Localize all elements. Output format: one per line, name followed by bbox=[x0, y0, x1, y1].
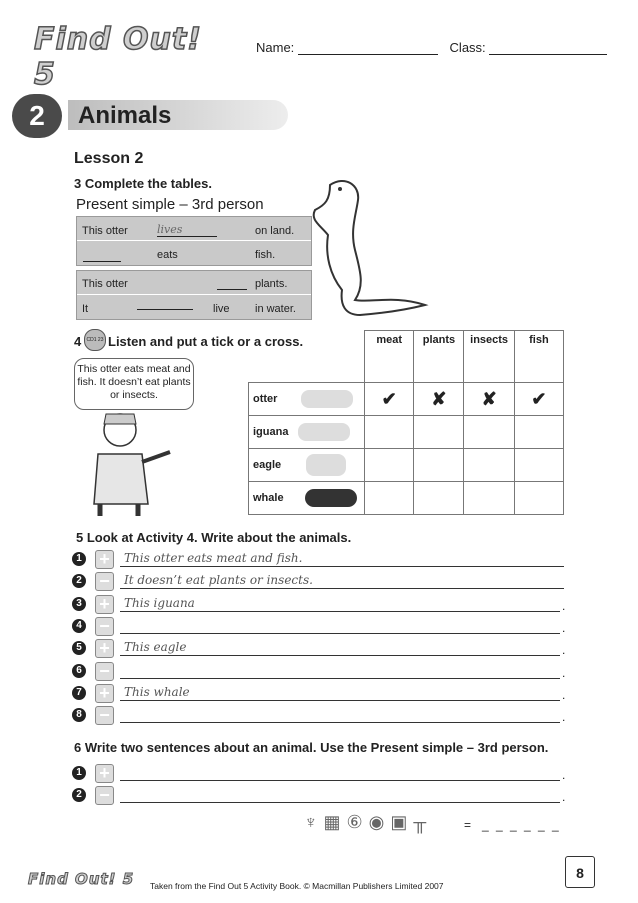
row-label-iguana: iguana bbox=[249, 416, 365, 449]
line-period: . bbox=[562, 598, 566, 613]
answer-text: This whale bbox=[124, 684, 190, 699]
iguana-fish-cell[interactable] bbox=[514, 416, 563, 449]
otter-insects-cell[interactable]: ✘ bbox=[464, 383, 514, 416]
iguana-plants-cell[interactable] bbox=[414, 416, 464, 449]
class-label: Class: bbox=[449, 40, 486, 55]
line-period: . bbox=[562, 768, 566, 782]
answer-text: This otter eats meat and fish. bbox=[124, 551, 303, 565]
answer-line[interactable] bbox=[120, 802, 560, 803]
line-period: . bbox=[562, 790, 566, 804]
footer-logo bbox=[28, 870, 134, 889]
plus-icon: + bbox=[95, 764, 114, 783]
otter-meat-cell[interactable]: ✔ bbox=[364, 383, 414, 416]
item-number: 6 bbox=[72, 664, 86, 678]
item-number: 7 bbox=[72, 686, 86, 700]
line-period: . bbox=[562, 710, 566, 725]
minus-icon: − bbox=[95, 706, 114, 725]
name-class-fields bbox=[256, 40, 607, 55]
table2-r2-c2: live bbox=[213, 303, 230, 315]
answer-line[interactable] bbox=[120, 566, 564, 567]
line-period: . bbox=[562, 620, 566, 635]
activity6-instruction: 6 Write two sentences about an animal. Use the Present simple – 3rd person. bbox=[74, 740, 549, 755]
plus-icon: + bbox=[95, 595, 114, 614]
whale-plants-cell[interactable] bbox=[414, 482, 464, 515]
table-row bbox=[249, 449, 564, 482]
desk-icon: ╥ bbox=[413, 812, 433, 832]
name-field[interactable] bbox=[298, 54, 438, 55]
item-number: 1 bbox=[72, 766, 86, 780]
col-header-insects: insects bbox=[464, 331, 514, 383]
footer-credit: Taken from the Find Out 5 Activity Book. © Macmillan Publishers Limited 2007 bbox=[150, 881, 444, 891]
logo-text: Find Out! 5 bbox=[34, 22, 202, 92]
table1-r2-c3: fish. bbox=[255, 249, 276, 261]
name-label: Name: bbox=[256, 40, 295, 55]
answer-line[interactable] bbox=[120, 633, 560, 634]
table1-r1-c1: This otter bbox=[82, 225, 128, 237]
cd-icon bbox=[84, 329, 106, 351]
line-period: . bbox=[562, 665, 566, 680]
lesson-title: Lesson 2 bbox=[74, 150, 144, 167]
col-header-meat: meat bbox=[364, 331, 414, 383]
answer-text: This iguana bbox=[124, 595, 195, 610]
otter-illustration bbox=[300, 175, 440, 325]
table-row bbox=[249, 416, 564, 449]
eagle-insects-cell[interactable] bbox=[464, 449, 514, 482]
page-number: 8 bbox=[565, 856, 595, 888]
answer-line[interactable] bbox=[120, 780, 560, 781]
activity3-instruction: 3 Complete the tables. bbox=[74, 176, 212, 191]
book-icon: ▦ bbox=[323, 812, 347, 832]
row-label-eagle: eagle bbox=[249, 449, 365, 482]
plus-icon: + bbox=[95, 684, 114, 703]
otter-plants-cell[interactable]: ✘ bbox=[414, 383, 464, 416]
otter-icon bbox=[301, 390, 353, 408]
eagle-meat-cell[interactable] bbox=[364, 449, 414, 482]
item-number: 3 bbox=[72, 597, 86, 611]
minus-icon: − bbox=[95, 662, 114, 681]
table2-r1-c1: This otter bbox=[82, 278, 128, 290]
otter-fish-cell[interactable]: ✔ bbox=[514, 383, 563, 416]
minus-icon: − bbox=[95, 572, 114, 591]
activity4-number: 4 bbox=[74, 334, 82, 349]
iguana-icon bbox=[298, 423, 350, 441]
computer-icon: ▣ bbox=[390, 812, 414, 832]
whale-insects-cell[interactable] bbox=[464, 482, 514, 515]
item-number: 5 bbox=[72, 641, 86, 655]
answer-line[interactable] bbox=[120, 611, 560, 612]
table1-r2-c2: eats bbox=[157, 249, 178, 261]
item-number: 8 bbox=[72, 708, 86, 722]
whale-fish-cell[interactable] bbox=[514, 482, 563, 515]
line-period: . bbox=[562, 643, 566, 658]
col-header-plants: plants bbox=[414, 331, 464, 383]
eagle-icon bbox=[306, 454, 346, 476]
table2-divider bbox=[77, 294, 311, 295]
answer-line[interactable] bbox=[120, 678, 560, 679]
whale-meat-cell[interactable] bbox=[364, 482, 414, 515]
table1-r1-c3: on land. bbox=[255, 225, 295, 237]
activity5-instruction: 5 Look at Activity 4. Write about the animals. bbox=[76, 530, 352, 545]
table1-r1-c2[interactable]: lives bbox=[157, 223, 217, 237]
table2-r1-c3: plants. bbox=[255, 278, 288, 290]
tick-cross-table bbox=[248, 330, 564, 515]
line-period: . bbox=[562, 687, 566, 702]
item-number: 4 bbox=[72, 619, 86, 633]
row-label-whale: whale bbox=[249, 482, 365, 515]
minus-icon: − bbox=[95, 786, 114, 805]
class-field[interactable] bbox=[489, 54, 607, 55]
iguana-insects-cell[interactable] bbox=[464, 416, 514, 449]
minus-icon: − bbox=[95, 617, 114, 636]
row-label-otter: otter bbox=[249, 383, 365, 416]
cd-label: CD1 23 bbox=[86, 337, 104, 343]
table2-r1-c2[interactable] bbox=[217, 277, 247, 290]
ice-cream-icon: ♆ bbox=[304, 812, 324, 832]
eagle-plants-cell[interactable] bbox=[414, 449, 464, 482]
eagle-fish-cell[interactable] bbox=[514, 449, 563, 482]
puzzle-table-1 bbox=[76, 216, 312, 266]
answer-line[interactable] bbox=[120, 700, 560, 701]
corner-cell bbox=[249, 331, 365, 383]
answer-text: It doesn’t eat plants or insects. bbox=[124, 573, 313, 588]
plus-icon: + bbox=[95, 550, 114, 569]
col-header-fish: fish bbox=[514, 331, 563, 383]
boy-illustration bbox=[78, 404, 178, 516]
table2-r2-c3: in water. bbox=[255, 303, 296, 315]
find-out-logo bbox=[34, 22, 214, 92]
puzzle-table-2 bbox=[76, 270, 312, 320]
whale-icon bbox=[305, 489, 357, 507]
answer-line[interactable] bbox=[120, 588, 564, 589]
grammar-subtitle: Present simple – 3rd person bbox=[76, 196, 264, 213]
item-number: 1 bbox=[72, 552, 86, 566]
table-row bbox=[249, 482, 564, 515]
table-header-row bbox=[249, 331, 564, 383]
answer-line[interactable] bbox=[120, 655, 560, 656]
self-assessment-icons bbox=[304, 812, 432, 833]
score-equals: = bbox=[464, 818, 472, 832]
item-number: 2 bbox=[72, 574, 86, 588]
speech-bubble: This otter eats meat and fish. It doesn’t eat plants or insects. bbox=[74, 358, 194, 410]
footer-logo-text: Find Out! 5 bbox=[28, 870, 135, 888]
unit-number: 2 bbox=[12, 94, 62, 138]
activity4-instruction: Listen and put a tick or a cross. bbox=[108, 334, 304, 349]
unit-title: Animals bbox=[78, 102, 172, 129]
plus-icon: + bbox=[95, 639, 114, 658]
item-number: 2 bbox=[72, 788, 86, 802]
sixty-icon: ⑥ bbox=[346, 812, 369, 832]
iguana-meat-cell[interactable] bbox=[364, 416, 414, 449]
table-row bbox=[249, 383, 564, 416]
table2-r2-blank[interactable] bbox=[137, 297, 193, 310]
answer-line[interactable] bbox=[120, 722, 560, 723]
eye-icon: ◉ bbox=[368, 812, 391, 832]
table1-r2-c1[interactable] bbox=[83, 249, 121, 262]
table1-divider bbox=[77, 240, 311, 241]
table2-r2-c1: It bbox=[82, 303, 89, 315]
answer-text: This eagle bbox=[124, 640, 187, 655]
score-blanks[interactable]: _ _ _ _ _ _ bbox=[482, 818, 561, 832]
